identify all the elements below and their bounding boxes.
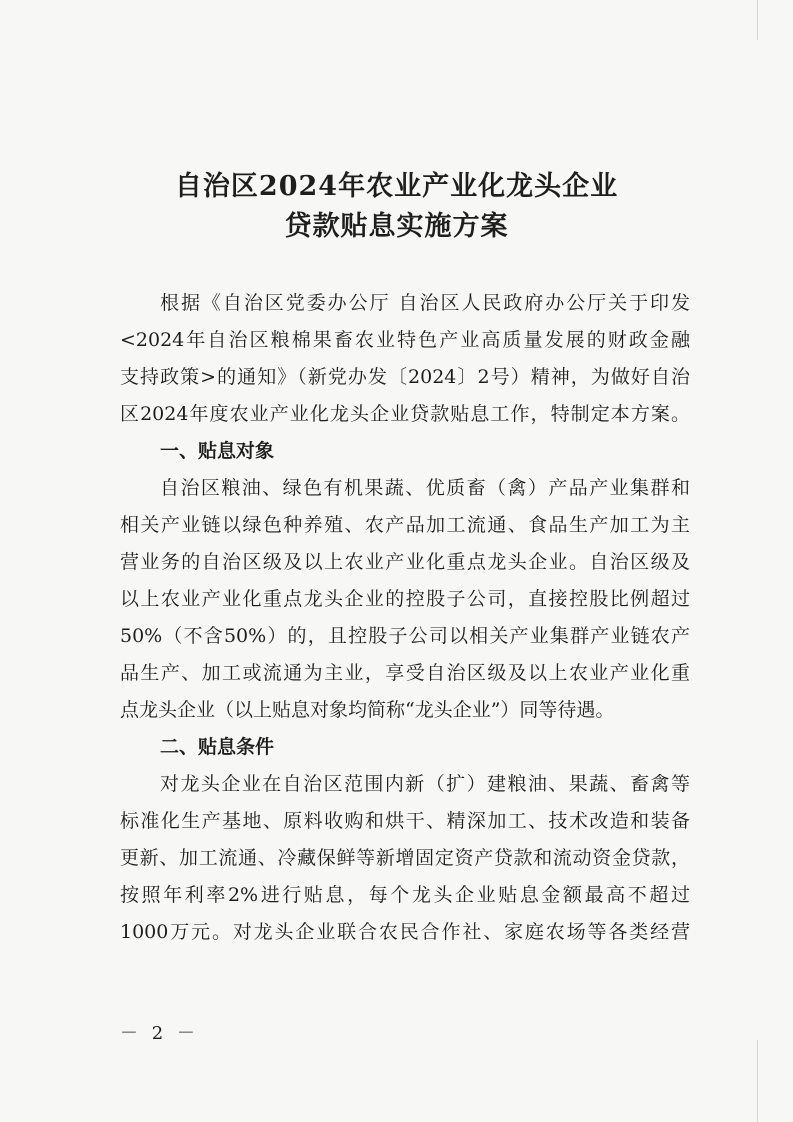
section2-line: 按照年利率2%进行贴息，每个龙头企业贴息金额最高不超过 — [120, 884, 690, 906]
page-number: － 2 － — [120, 1023, 199, 1044]
document-title-line-1: 自治区2024年农业产业化龙头企业 — [174, 171, 619, 202]
section2-line: 1000万元。对龙头企业联合农民合作社、家庭农场等各类经营 — [120, 921, 690, 943]
section2-line: 标准化生产基地、原料收购和烘干、精深加工、技术改造和装备 — [120, 810, 690, 832]
section1-line: 以上农业产业化重点龙头企业的控股子公司，直接控股比例超过 — [120, 588, 690, 610]
intro-line: 根据《自治区党委办公厅 自治区人民政府办公厅关于印发 — [160, 292, 690, 314]
section-heading-2: 二、贴息条件 — [160, 736, 275, 758]
scan-edge-mark — [757, 0, 758, 40]
scan-edge-mark — [757, 1040, 758, 1122]
intro-line: 区2024年度农业产业化龙头企业贷款贴息工作，特制定本方案。 — [120, 403, 690, 425]
section2-line: 更新、加工流通、冷藏保鲜等新增固定资产贷款和流动资金贷款， — [120, 847, 690, 869]
document-title-line-2: 贷款贴息实施方案 — [284, 211, 509, 242]
section1-line: 自治区粮油、绿色有机果蔬、优质畜（禽）产品产业集群和 — [160, 477, 690, 499]
section1-line: 点龙头企业（以上贴息对象均简称“龙头企业”）同等待遇。 — [120, 699, 615, 721]
section1-line: 50%（不含50%）的，且控股子公司以相关产业集群产业链农产 — [120, 625, 690, 647]
section1-line: 品生产、加工或流通为主业，享受自治区级及以上农业产业化重 — [120, 662, 690, 684]
section1-line: 相关产业链以绿色种养殖、农产品加工流通、食品生产加工为主 — [120, 514, 690, 536]
intro-line: 支持政策>的通知》（新党办发〔2024〕2号）精神，为做好自治 — [120, 366, 690, 388]
section1-line: 营业务的自治区级及以上农业产业化重点龙头企业。自治区级及 — [120, 551, 690, 573]
section-heading-1: 一、贴息对象 — [160, 440, 275, 462]
section2-line: 对龙头企业在自治区范围内新（扩）建粮油、果蔬、畜禽等 — [160, 773, 690, 795]
intro-line: <2024年自治区粮棉果畜农业特色产业高质量发展的财政金融 — [120, 329, 690, 351]
